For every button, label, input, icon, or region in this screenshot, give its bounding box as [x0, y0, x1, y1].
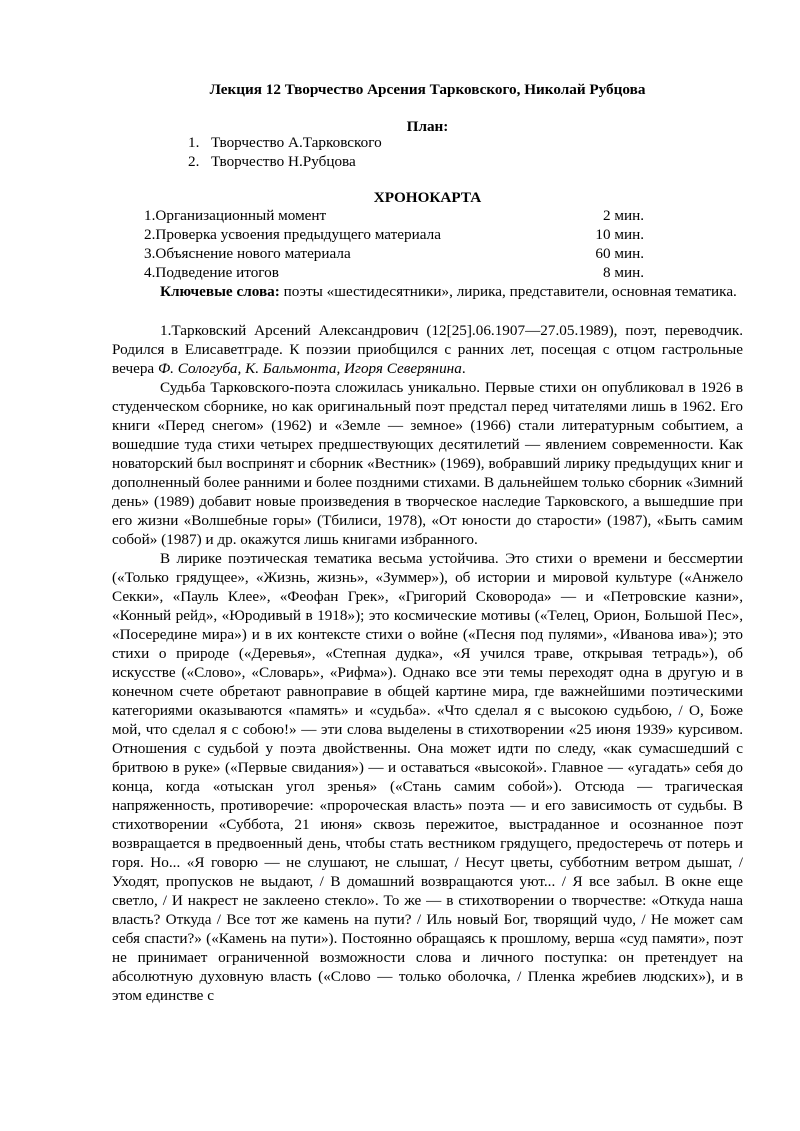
keywords-paragraph — [112, 282, 743, 301]
chronocard-row — [144, 225, 644, 244]
lecture-body — [112, 282, 743, 1005]
plan-item — [188, 133, 382, 152]
chronocard-label: 4.Подведение итогов — [144, 264, 279, 281]
plan-list — [188, 133, 382, 171]
chronocard-row — [144, 263, 644, 282]
chronocard-duration: 60 мин. — [595, 245, 644, 262]
paragraph-end: . — [461, 360, 466, 377]
plan-item-text: Творчество А.Тарковского — [211, 134, 382, 151]
plan-item-number: 1. — [188, 134, 200, 151]
paragraph-lyrics: В лирике поэтическая тематика весьма устойчива. Это стихи о времени и бессмертии («Только грядущее», «Жизнь, жизнь», «Зуммер»), об истории и мировой культуре («Анжело Секки», «Пауль Клее», «Феофан Грек», «Григорий Сковорода» — и «Петровские казни», «Конный рейд», «Юродивый в 1918»); это космические мотивы («Телец, Орион, Большой Пес», «Посередине мира») и в их контексте стихи о войне («Песня под пулями», «Иванова ива»); это стихи о природе («Деревья», «Степная дудка», «Я учился траве, открывая тетрадь»), об искусстве («Слово», «Словарь», «Рифма»). Однако все эти темы переходят одна в другую и в конечном счете обретают равноправие в общей картине мира, где важнейшими поэтическими категориями оказываются «память» и «судьба». «Что сделал я с высокою судьбою, / О, Боже мой, что сделал я с собою!» — эти слова выделены в стихотворении «25 июня 1939» курсивом. Отношения с судьбой у поэта двойственны. Она может идти по следу, «как сумасшедший с бритвою в руке» («Первые свидания») — и оставаться «высокой». Главное — «угадать» себя до конца, когда «отыскан угол зренья» («Стань самим собой»). Отсюда — трагическая напряженность, противоречие: «пророческая власть» поэта — и его зависимость от судьбы. В стихотворении «Суббота, 21 июня» сквозь пережитое, выстраданное и осознанное поэт возвращается в предвоенный день, чтобы стать вестником грядущего, предостеречь от потерь и горя. Но... «Я говорю — не слушают, не слышат, / Несут цветы, субботним ветром дышат, / Уходят, пропусков не выдают, / В домашний возвращаются уют... / Я все забыл. В окне еще светло, / И накрест не заклеено стекло». То же — в стихотворении о творчестве: «Откуда наша власть? Откуда / Все тот же камень на пути? / Иль новый Бог, творящий чудо, / Не может сам себя спасти?» («Камень на пути»). Постоянно обращаясь к прошлому, верша «суд памяти», поэт не принимает ограниченной возможности слова и личного поступка: он претендует на абсолютную духовную власть («Слово — только оболочка, / Пленка жребиев людских»), и в этом единстве с — [112, 550, 743, 1004]
chronocard-row — [144, 206, 644, 225]
chronocard-duration: 10 мин. — [595, 226, 644, 243]
chronocard-duration: 2 мин. — [602, 207, 644, 224]
chronocard-label: 3.Объяснение нового материала — [144, 245, 351, 262]
paragraph-italic-names: Ф. Сологуба, К. Бальмонта, Игоря Северянина — [157, 360, 462, 377]
chronocard-table — [144, 206, 644, 282]
keywords-label: Ключевые слова: — [160, 283, 280, 300]
paragraph-text: 1.Тарковский Арсений Александрович (12[25].06.1907—27.05.1989), поэт, переводчик. Родился в Елисаветграде. К поэзии приобщился с ранних лет, посещая с отцом гастрольные вечера — [112, 322, 743, 377]
lecture-title: Лекция 12 Творчество Арсения Тарковского, Николай Рубцова — [209, 81, 646, 98]
chronocard-label: 1.Организационный момент — [144, 207, 327, 224]
paragraph-fate: Судьба Тарковского-поэта сложилась уникально. Первые стихи он опубликовал в 1926 в студенческом сборнике, но как оригинальный поэт предстал перед читателями лишь в 1962. Его книги «Перед снегом» (1962) и «Земле — земное» (1966) стали литературным событием, а вошедшие туда стихи четырех предшествующих десятилетий — явлением современности. Как новаторский был воспринят и сборник «Вестник» (1969), вобравший лирику предыдущих книг и дополненный более ранними и более поздними стихами. В дальнейшем только сборник «Зимний день» (1989) добавит новые произведения в творческое наследие Тарковского, а вышедшие при его жизни «Волшебные горы» (Тбилиси, 1978), «От юности до старости» (1987), «Быть самим собой» (1987) и др. окажутся лишь книгами избранного. — [112, 379, 743, 548]
plan-item-text: Творчество Н.Рубцова — [211, 153, 356, 170]
plan-item — [188, 152, 382, 171]
chronocard-duration: 8 мин. — [602, 264, 644, 281]
plan-item-number: 2. — [188, 153, 200, 170]
chronocard-row — [144, 244, 644, 263]
chronocard-label: 2.Проверка усвоения предыдущего материала — [144, 226, 441, 243]
keywords-text: поэты «шестидесятники», лирика, представители, основная тематика. — [279, 283, 737, 300]
chronocard-heading: ХРОНОКАРТА — [373, 189, 482, 206]
plan-heading: План: — [406, 118, 449, 135]
paragraph-biography — [112, 321, 743, 378]
